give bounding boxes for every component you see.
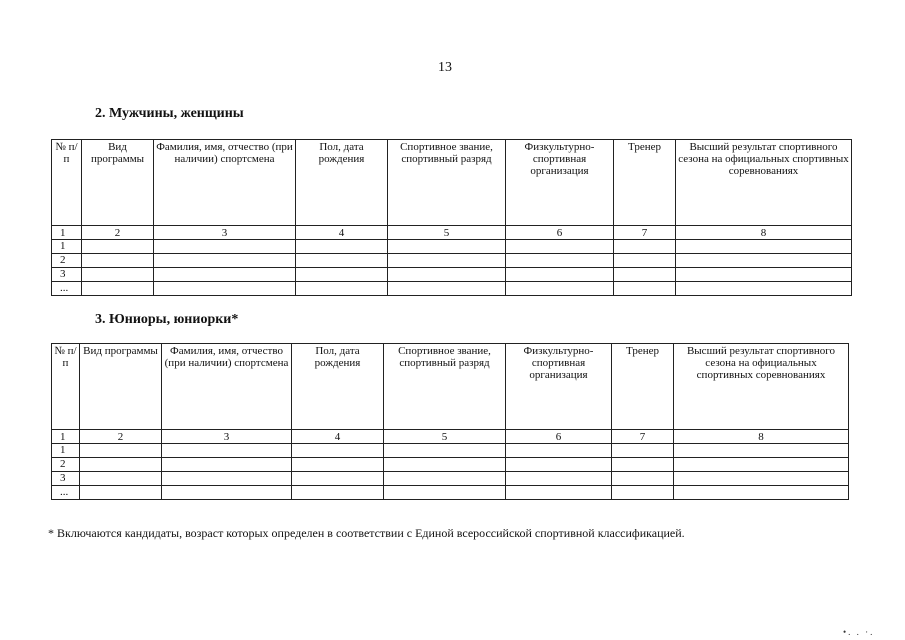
table-row [52,282,852,296]
column-header: Пол, дата рождения [296,140,388,226]
empty-cell [506,444,612,458]
table-row [52,472,849,486]
empty-cell [296,268,388,282]
column-number: 4 [292,430,384,444]
column-number: 2 [80,430,162,444]
empty-cell [506,486,612,500]
column-number: 2 [82,226,154,240]
empty-cell [612,486,674,500]
table-row [52,254,852,268]
empty-cell [388,282,506,296]
column-header: Физкультурно-спортивная организация [506,140,614,226]
empty-cell [674,486,849,500]
empty-cell [80,444,162,458]
column-header: Тренер [612,344,674,430]
table-row [52,240,852,254]
empty-cell [80,472,162,486]
empty-cell [674,472,849,486]
column-header: № п/п [52,344,80,430]
empty-cell [384,458,506,472]
column-header: Высший результат спортивного сезона на официальных спортивных соревнованиях [674,344,849,430]
column-header: Фамилия, имя, отчество (при наличии) спортсмена [162,344,292,430]
empty-cell [506,282,614,296]
footnote: * Включаются кандидаты, возраст которых определен в соответствии с Единой всероссийской спортивной классификацией. [48,526,685,540]
column-header: Высший результат спортивного сезона на официальных спортивных соревнованиях [676,140,852,226]
empty-cell [82,240,154,254]
empty-cell [296,282,388,296]
empty-cell [674,458,849,472]
column-header: Вид программы [80,344,162,430]
empty-cell [612,472,674,486]
column-number: 6 [506,226,614,240]
empty-cell [162,458,292,472]
row-number: 2 [52,458,80,472]
empty-cell [296,240,388,254]
empty-cell [292,458,384,472]
empty-cell [614,282,676,296]
empty-cell [506,472,612,486]
empty-cell [296,254,388,268]
empty-cell [82,254,154,268]
empty-cell [292,486,384,500]
juniors-table [51,343,849,500]
column-header: Пол, дата рождения [292,344,384,430]
empty-cell [162,444,292,458]
column-number: 5 [384,430,506,444]
empty-cell [82,268,154,282]
row-number: ... [52,486,80,500]
row-number: 2 [52,254,82,268]
column-header: Спортивное звание, спортивный разряд [384,344,506,430]
column-header: Вид программы [82,140,154,226]
column-number: 3 [162,430,292,444]
column-number: 4 [296,226,388,240]
section-heading-juniors: 3. Юниоры, юниорки* [95,312,239,327]
column-header: Спортивное звание, спортивный разряд [388,140,506,226]
empty-cell [384,444,506,458]
column-number: 7 [614,226,676,240]
empty-cell [80,486,162,500]
empty-cell [614,268,676,282]
column-header: Фамилия, имя, отчество (при наличии) спортсмена [154,140,296,226]
empty-cell [292,444,384,458]
empty-cell [388,254,506,268]
column-number: 1 [52,430,80,444]
empty-cell [292,472,384,486]
empty-cell [674,444,849,458]
row-number: 1 [52,444,80,458]
empty-cell [506,240,614,254]
empty-cell [506,254,614,268]
empty-cell [676,240,852,254]
empty-cell [506,268,614,282]
table-row [52,486,849,500]
empty-cell [676,282,852,296]
column-number: 5 [388,226,506,240]
row-number: ... [52,282,82,296]
page-number: 13 [438,60,452,75]
row-number: 3 [52,472,80,486]
empty-cell [612,444,674,458]
table-row [52,444,849,458]
empty-cell [154,282,296,296]
empty-cell [162,486,292,500]
empty-cell [506,458,612,472]
empty-cell [614,254,676,268]
empty-cell [388,268,506,282]
empty-cell [388,240,506,254]
men-women-table [51,139,852,296]
empty-cell [676,268,852,282]
column-header: Тренер [614,140,676,226]
empty-cell [612,458,674,472]
column-number: 3 [154,226,296,240]
column-number: 8 [674,430,849,444]
empty-cell [162,472,292,486]
table-row [52,268,852,282]
table-row [52,458,849,472]
column-number: 8 [676,226,852,240]
column-number: 1 [52,226,82,240]
empty-cell [154,240,296,254]
empty-cell [676,254,852,268]
column-number: 7 [612,430,674,444]
column-number: 6 [506,430,612,444]
scan-specks: •. . ·. [843,627,875,637]
section-heading-men-women: 2. Мужчины, женщины [95,106,244,121]
empty-cell [80,458,162,472]
row-number: 3 [52,268,82,282]
row-number: 1 [52,240,82,254]
empty-cell [154,254,296,268]
column-header: № п/п [52,140,82,226]
empty-cell [384,486,506,500]
empty-cell [384,472,506,486]
empty-cell [614,240,676,254]
column-header: Физкультурно-спортивная организация [506,344,612,430]
empty-cell [154,268,296,282]
empty-cell [82,282,154,296]
